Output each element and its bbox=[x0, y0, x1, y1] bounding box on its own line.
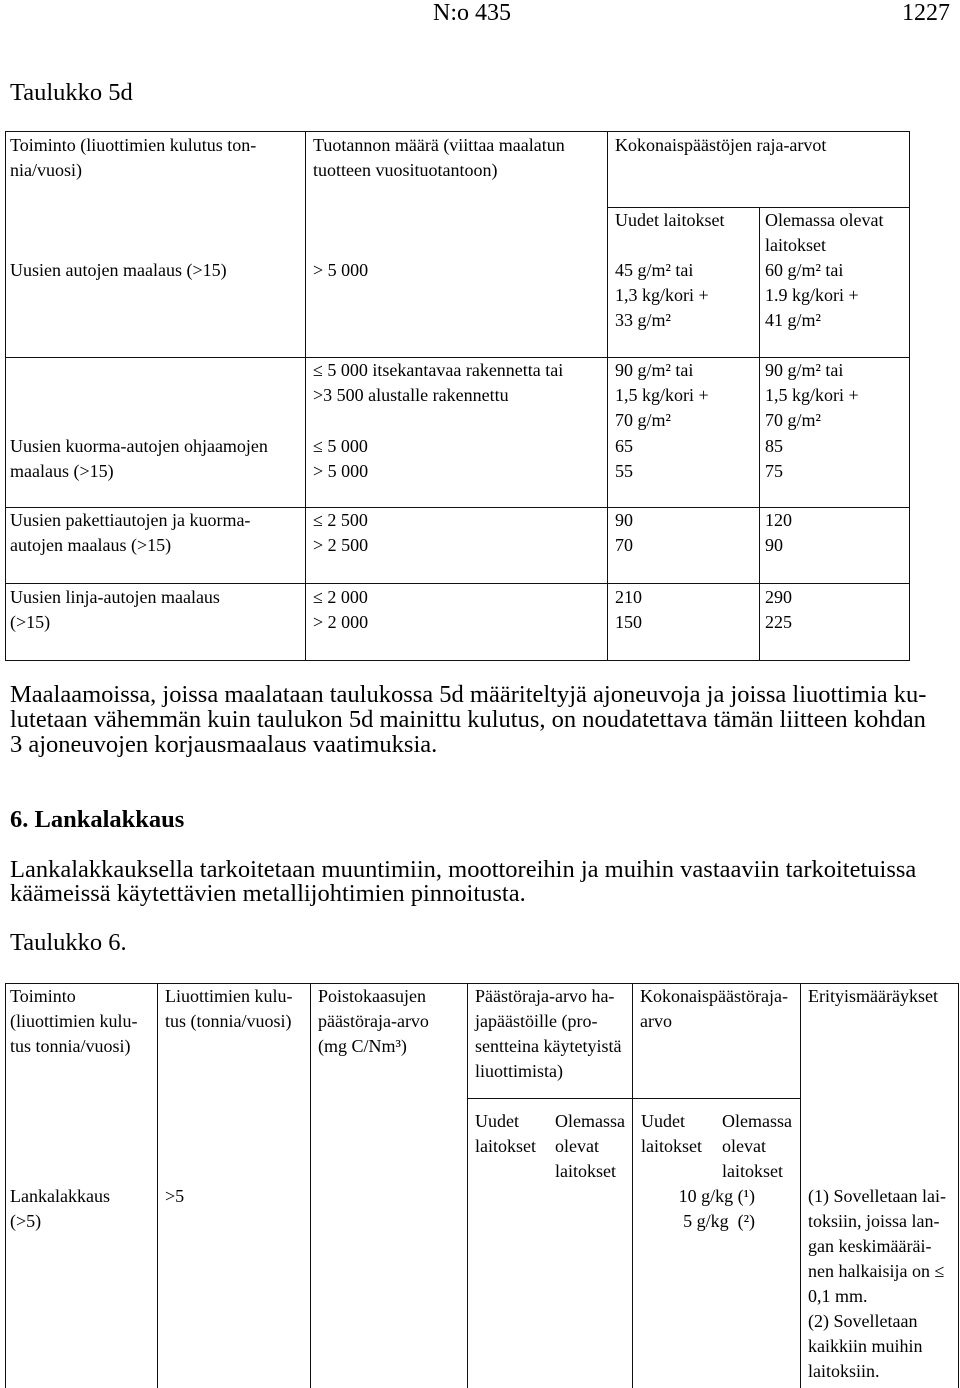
table-5d-header-total-limits: Kokonaispäästöjen raja-arvot bbox=[615, 135, 827, 155]
table-5d-header-production: Tuotannon määrä (viittaa maalatun tuotteen vuosituotantoon) bbox=[313, 135, 565, 180]
table-cell-existing-plants: 60 g/m² tai 1.9 kg/kori + 41 g/m² bbox=[765, 260, 859, 330]
table-rule bbox=[607, 131, 608, 660]
table-5d-header-existing-plants: Olemassa olevat laitokset bbox=[765, 210, 884, 255]
table-rule bbox=[800, 983, 801, 1388]
table-cell-production: ≤ 2 000 > 2 000 bbox=[313, 587, 369, 632]
table-cell-existing-plants: 90 g/m² tai 1,5 kg/kori + 70 g/m² bbox=[765, 360, 859, 430]
table-row-activity: Uusien pakettiautojen ja kuorma- autojen maalaus (>15) bbox=[10, 510, 251, 555]
paragraph-line: Maalaamoissa, joissa maalataan taulukossa 5d määriteltyjä ajoneuvoja ja joissa liuottimia ku- bbox=[10, 681, 927, 708]
table-rule bbox=[5, 983, 6, 1388]
table-6-caption: Taulukko 6. bbox=[10, 929, 127, 956]
table-6-header-fugitive-limit: Päästöraja-arvo ha- japäästöille (pro- sentteina käytetyistä liuottimista) bbox=[475, 986, 622, 1081]
table-rule bbox=[5, 583, 909, 584]
table-row-activity: Uusien autojen maalaus (>15) bbox=[10, 260, 227, 280]
running-header-page-number: 1227 bbox=[902, 0, 950, 26]
table-rule bbox=[157, 983, 158, 1388]
table-cell-production: ≤ 5 000 itsekantavaa rakennetta tai >3 500 alustalle rakennettu bbox=[313, 360, 564, 405]
running-header-issue-number: N:o 435 bbox=[433, 0, 511, 26]
table-5d-header-activity: Toiminto (liuottimien kulutus ton- nia/vuosi) bbox=[10, 135, 257, 180]
table-6-subheader-total-existing: Olemassa olevat laitokset bbox=[722, 1111, 792, 1181]
table-5d-caption: Taulukko 5d bbox=[10, 79, 133, 106]
table-cell-production: > 5 000 bbox=[313, 260, 369, 280]
table-row-activity: Lankalakkaus (>5) bbox=[10, 1186, 110, 1231]
table-cell-production: ≤ 5 000 > 5 000 bbox=[313, 436, 369, 481]
table-cell-existing-plants: 290 225 bbox=[765, 587, 792, 632]
table-cell-existing-plants: 85 75 bbox=[765, 436, 783, 481]
table-rule bbox=[958, 983, 959, 1388]
table-rule bbox=[467, 1098, 800, 1099]
table-rule bbox=[759, 207, 760, 660]
table-6-header-total-limit: Kokonaispäästöraja- arvo bbox=[640, 986, 788, 1031]
table-cell-special-provisions: (1) Sovelletaan lai- toksiin, joissa lan- gan keskimääräi- nen halkaisija on ≤ 0,1 mm. (2) Sovelletaan kaikkiin muihin laitoksiin. bbox=[808, 1186, 946, 1381]
table-cell-new-plants: 65 55 bbox=[615, 436, 633, 481]
table-rule bbox=[5, 131, 909, 132]
table-rule bbox=[305, 131, 306, 660]
table-cell-new-plants: 90 70 bbox=[615, 510, 633, 555]
table-6-header-activity: Toiminto (liuottimien kulu- tus tonnia/vuosi) bbox=[10, 986, 138, 1056]
table-cell-new-plants: 45 g/m² tai 1,3 kg/kori + 33 g/m² bbox=[615, 260, 709, 330]
paragraph-line: 3 ajoneuvojen korjausmaalaus vaatimuksia. bbox=[10, 731, 438, 758]
table-rule bbox=[467, 983, 468, 1388]
table-cell-total-limit: 10 g/kg (¹) 5 g/kg (²) bbox=[678, 1186, 755, 1231]
table-rule bbox=[5, 660, 910, 661]
table-6-header-solvent-consumption: Liuottimien kulu- tus (tonnia/vuosi) bbox=[165, 986, 293, 1031]
table-cell-existing-plants: 120 90 bbox=[765, 510, 792, 555]
paragraph-line: lutetaan vähemmän kuin taulukon 5d mainittu kulutus, on noudatettava tämän liitteen kohdan bbox=[10, 706, 926, 733]
table-6-subheader-fugitive-new: Uudet laitokset bbox=[475, 1111, 536, 1156]
table-rule bbox=[909, 131, 910, 661]
table-row-activity: Uusien linja-autojen maalaus (>15) bbox=[10, 587, 220, 632]
table-cell-new-plants: 90 g/m² tai 1,5 kg/kori + 70 g/m² bbox=[615, 360, 709, 430]
table-6-header-waste-gas-limit: Poistokaasujen päästöraja-arvo (mg C/Nm³) bbox=[318, 986, 429, 1056]
table-rule bbox=[5, 131, 6, 660]
table-6-subheader-fugitive-existing: Olemassa olevat laitokset bbox=[555, 1111, 625, 1181]
table-rule bbox=[310, 983, 311, 1388]
table-cell-solvent-consumption: >5 bbox=[165, 1186, 185, 1206]
table-6-subheader-total-new: Uudet laitokset bbox=[641, 1111, 702, 1156]
paragraph-line: käämeissä käytettävien metallijohtimien pinnoitusta. bbox=[10, 880, 526, 907]
table-row-activity: Uusien kuorma-autojen ohjaamojen maalaus (>15) bbox=[10, 436, 268, 481]
table-6-header-special-provisions: Erityismääräykset bbox=[808, 986, 938, 1006]
table-5d-header-new-plants: Uudet laitokset bbox=[615, 210, 725, 230]
section-heading: 6. Lankalakkaus bbox=[10, 806, 185, 833]
table-cell-production: ≤ 2 500 > 2 500 bbox=[313, 510, 369, 555]
table-cell-new-plants: 210 150 bbox=[615, 587, 642, 632]
paragraph-line: Lankalakkauksella tarkoitetaan muuntimiin, moottoreihin ja muihin vastaaviin tarkoitetuissa bbox=[10, 856, 917, 883]
